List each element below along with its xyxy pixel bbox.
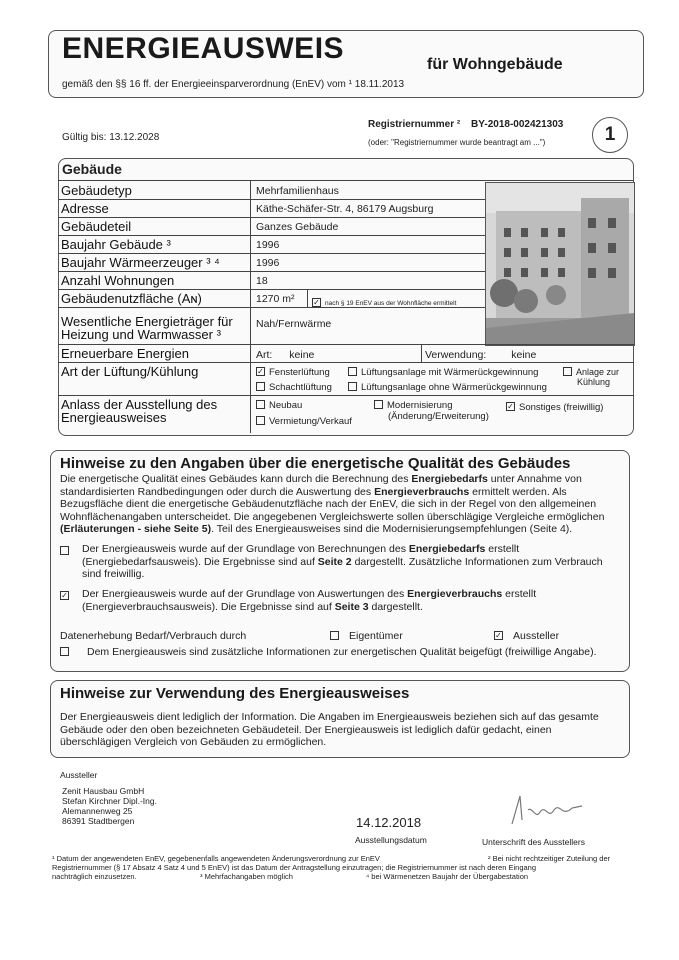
issue-date: 14.12.2018	[356, 815, 422, 830]
occasion-modernisation: Modernisierung (Änderung/Erweiterung)	[374, 400, 489, 422]
building-row-label: Adresse	[61, 201, 109, 216]
occasion-new-checkbox[interactable]	[256, 400, 265, 409]
renewable-use-value: keine	[511, 349, 537, 361]
option-consumption-checkbox[interactable]: ✓	[61, 591, 68, 600]
data-owner: Eigentümer	[330, 630, 403, 643]
vent-no-heat-recovery-checkbox[interactable]	[348, 382, 357, 391]
option-consumption: ✓ Der Energieausweis wurde auf der Grundlage von Auswertungen des Energieverbrauchs erstellt (Energieverbrauchsausweis). Die Ergebnisse sind auf Seite 3 dargestellt.	[61, 588, 537, 613]
building-row-value: Käthe-Schäfer-Str. 4, 86179 Augsburg	[256, 203, 434, 215]
occasion-label-2: Energieausweises	[61, 410, 167, 425]
registration-line	[368, 119, 563, 130]
vent-shaft: Schachtlüftung	[256, 382, 332, 393]
vent-cooling: Anlage zur Kühlung	[563, 367, 619, 387]
area-note	[312, 299, 456, 308]
data-issuer: ✓ Aussteller	[495, 630, 560, 642]
building-row-value: 1996	[256, 257, 280, 269]
additional-info: Dem Energieausweis sind zusätzliche Informationen zur energetischen Qualität beigefügt (freiwillige Angabe).	[60, 646, 626, 659]
footnotes: ¹ Datum der angewendeten EnEV, gegebenenfalls angewendeten Änderungsverordnung zur EnEV ² Bei nicht rechtzeitiger Zuteilung der Registriernummer (§ 17 Absatz 4 Satz 4 und 5 EnEV) ist das Datum der Antragstellung einzutragen; die Registriernummer ist nach deren Eingang nachträglich einzusetzen. ³ Mehrfachangaben möglich ⁴ bei Wärmenetzen Baujahr der Übergabestation	[52, 854, 611, 881]
building-row-label: Baujahr Wärmeerzeuger ³ ⁴	[61, 255, 220, 270]
building-row-value: 1996	[256, 239, 280, 251]
energy-carrier-label-1: Wesentliche Energieträger für	[61, 314, 233, 329]
vent-heat-recovery: Lüftungsanlage mit Wärmerückgewinnung	[348, 367, 538, 378]
data-issuer-checkbox[interactable]: ✓	[495, 630, 502, 640]
vent-window-checkbox[interactable]: ✓	[257, 366, 264, 376]
issuer-address: Zenit Hausbau GmbH Stefan Kirchner Dipl.-Ing. Alemannenweg 25 86391 Stadtbergen	[62, 786, 157, 826]
area-note-text: nach § 19 EnEV aus der Wohnfläche ermittelt	[325, 300, 457, 308]
issuer-label: Aussteller	[60, 770, 98, 780]
notes-title: Hinweise zu den Angaben über die energetische Qualität des Gebäudes	[60, 455, 571, 472]
building-row-label: Gebäudetyp	[61, 183, 132, 198]
building-photo-image	[486, 183, 634, 345]
additional-info-checkbox[interactable]	[60, 647, 69, 656]
legal-basis: gemäß den §§ 16 ff. der Energieeinsparverordnung (EnEV) vom ¹ 18.11.2013	[62, 79, 405, 90]
building-row-label: Baujahr Gebäude ³	[61, 237, 171, 252]
occasion-rent: Vermietung/Verkauf	[256, 416, 352, 427]
renewable-type-value: keine	[289, 349, 315, 361]
registration-alt: (oder: "Registriernummer wurde beantragt am ...")	[368, 138, 546, 147]
renewable-use-label: Verwendung:	[425, 349, 487, 361]
energy-carrier-label-2: Heizung und Warmwasser ³	[61, 327, 221, 342]
renewable-label: Erneuerbare Energien	[61, 346, 189, 361]
building-row-label: Anzahl Wohnungen	[61, 273, 175, 288]
option-demand: Der Energieausweis wurde auf der Grundlage von Berechnungen des Energiebedarfs erstellt (Energiebedarfsausweis). Die Ergebnisse sind auf Seite 2 dargestellt. Zusätzliche Informationen zum Verbrauch sind freiwillig.	[60, 543, 620, 581]
building-row-value: Ganzes Gebäude	[256, 221, 339, 233]
renewable-use	[425, 349, 536, 361]
occasion-rent-checkbox[interactable]	[256, 416, 265, 425]
vent-no-heat-recovery: Lüftungsanlage ohne Wärmerückgewinnung	[348, 382, 547, 393]
occasion-new: Neubau	[256, 400, 302, 411]
notes-paragraph: Die energetische Qualität eines Gebäudes kann durch die Berechnung des Energiebedarfs unter Annahme von standardisierten Randbedingungen oder durch die Auswertung des Energieverbrauchs ermittelt werden. Als Bezugsfläche dient die energetische Gebäudenutzfläche nach der EnEV, die sich in der Regel von den allgemeinen Wohnflächenangaben unterscheidet. Die angegebenen Vergleichswerte sollen überschlägige Vergleiche ermöglichen (Erläuterungen - siehe Seite 5). Teil des Energieausweises sind die Modernisierungsempfehlungen (Seite 4).	[60, 473, 605, 535]
data-owner-checkbox[interactable]	[330, 631, 339, 640]
building-row-value: 18	[256, 275, 268, 287]
renewable-type-label: Art:	[256, 349, 273, 361]
building-photo	[485, 182, 635, 346]
signature-mark	[502, 790, 592, 830]
option-demand-checkbox[interactable]	[60, 546, 69, 555]
vent-heat-recovery-checkbox[interactable]	[348, 367, 357, 376]
issue-date-label: Ausstellungsdatum	[355, 835, 427, 845]
renewable-type	[256, 349, 314, 361]
area-note-checkbox[interactable]: ✓	[313, 298, 320, 307]
usage-title: Hinweise zur Verwendung des Energieausweises	[60, 685, 410, 702]
energy-carrier-value: Nah/Fernwärme	[256, 318, 332, 330]
page-number-badge: 1	[592, 117, 628, 153]
document-title-suffix: für Wohngebäude	[427, 56, 563, 73]
occasion-other-checkbox[interactable]: ✓	[507, 401, 514, 411]
building-row-label: Gebäudeteil	[61, 219, 132, 234]
vent-shaft-checkbox[interactable]	[256, 382, 265, 391]
signature-label: Unterschrift des Ausstellers	[482, 837, 585, 847]
building-section-title: Gebäude	[62, 161, 122, 177]
registration-label: Registriernummer ²	[368, 119, 461, 130]
building-row-value: 1270 m²	[256, 293, 295, 305]
building-row-label: Gebäudenutzfläche (Aɴ)	[61, 291, 202, 306]
occasion-label-1: Anlass der Ausstellung des	[61, 397, 218, 412]
valid-until: Gültig bis: 13.12.2028	[62, 132, 160, 143]
ventilation-label: Art der Lüftung/Kühlung	[61, 364, 199, 379]
registration-number: BY-2018-002421303	[471, 119, 564, 130]
building-row-value: Mehrfamilienhaus	[256, 185, 339, 197]
vent-cooling-checkbox[interactable]	[563, 367, 572, 376]
data-collection: Datenerhebung Bedarf/Verbrauch durch	[60, 630, 247, 642]
document-title: ENERGIEAUSWEIS	[62, 32, 345, 65]
occasion-other: ✓ Sonstiges (freiwillig)	[507, 401, 604, 413]
vent-window: ✓ Fensterlüftung	[257, 366, 330, 378]
usage-text: Der Energieausweis dient lediglich der Information. Die Angaben im Energieausweis beziehen sich auf das gesamte Gebäude oder den oben bezeichneten Gebäudeteil. Der Energieausweis ist lediglich dafür gedacht, einen überschlägigen Vergleich von Gebäuden zu ermöglichen.	[60, 711, 599, 748]
occasion-modernisation-checkbox[interactable]	[374, 400, 383, 409]
